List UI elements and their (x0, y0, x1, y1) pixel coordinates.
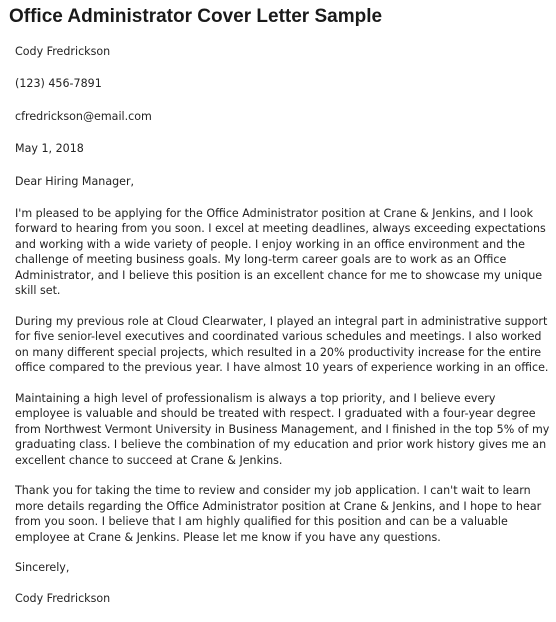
sender-phone: (123) 456-7891 (15, 77, 102, 91)
paragraph-intro: I'm pleased to be applying for the Office Administrator position at Crane & Jenkins, and I look forward to hearing from you soon. I excel at meeting deadlines, always exceeding expectations and working with a wide variety of people. I enjoy working in an office environment and the challenge of meeting business goals. My long-term career goals are to work as an Office Administrator, and I believe this position is an excellent chance for me to showcase my unique skill set. (15, 207, 546, 298)
paragraph-education: Maintaining a high level of professionalism is always a top priority, and I believe every employee is valuable and should be treated with respect. I graduated with a four-year degree from Northwest Vermont University in Business Management, and I finished in the top 5% of my graduating class. I believe the combination of my education and prior work history gives me an excellent chance to succeed at Crane & Jenkins. (15, 391, 550, 467)
paragraph-closing: Thank you for taking the time to review and consider my job application. I can't wait to learn more details regarding the Office Administrator position at Crane & Jenkins, and I hope to hear from you soon. I believe that I am highly qualified for this position and can be a valuable employee at Crane & Jenkins. Please let me know if you have any questions. (15, 484, 542, 544)
sender-email: cfredrickson@email.com (15, 109, 152, 123)
letter-body (15, 44, 551, 622)
letter-date: May 1, 2018 (15, 142, 84, 156)
page-title: Office Administrator Cover Letter Sample (9, 6, 383, 27)
signature-name: Cody Fredrickson (15, 592, 111, 606)
closing: Sincerely, (15, 561, 70, 575)
salutation: Dear Hiring Manager, (15, 174, 135, 188)
paragraph-experience: During my previous role at Cloud Clearwater, I played an integral part in administrative support for five senior-level executives and coordinated various schedules and meetings. I also worked on many different special projects, which resulted in a 20% productivity increase for the entire office compared to the previous year. I have almost 10 years of experience working in an office. (15, 314, 549, 375)
sender-name: Cody Fredrickson (15, 45, 111, 58)
